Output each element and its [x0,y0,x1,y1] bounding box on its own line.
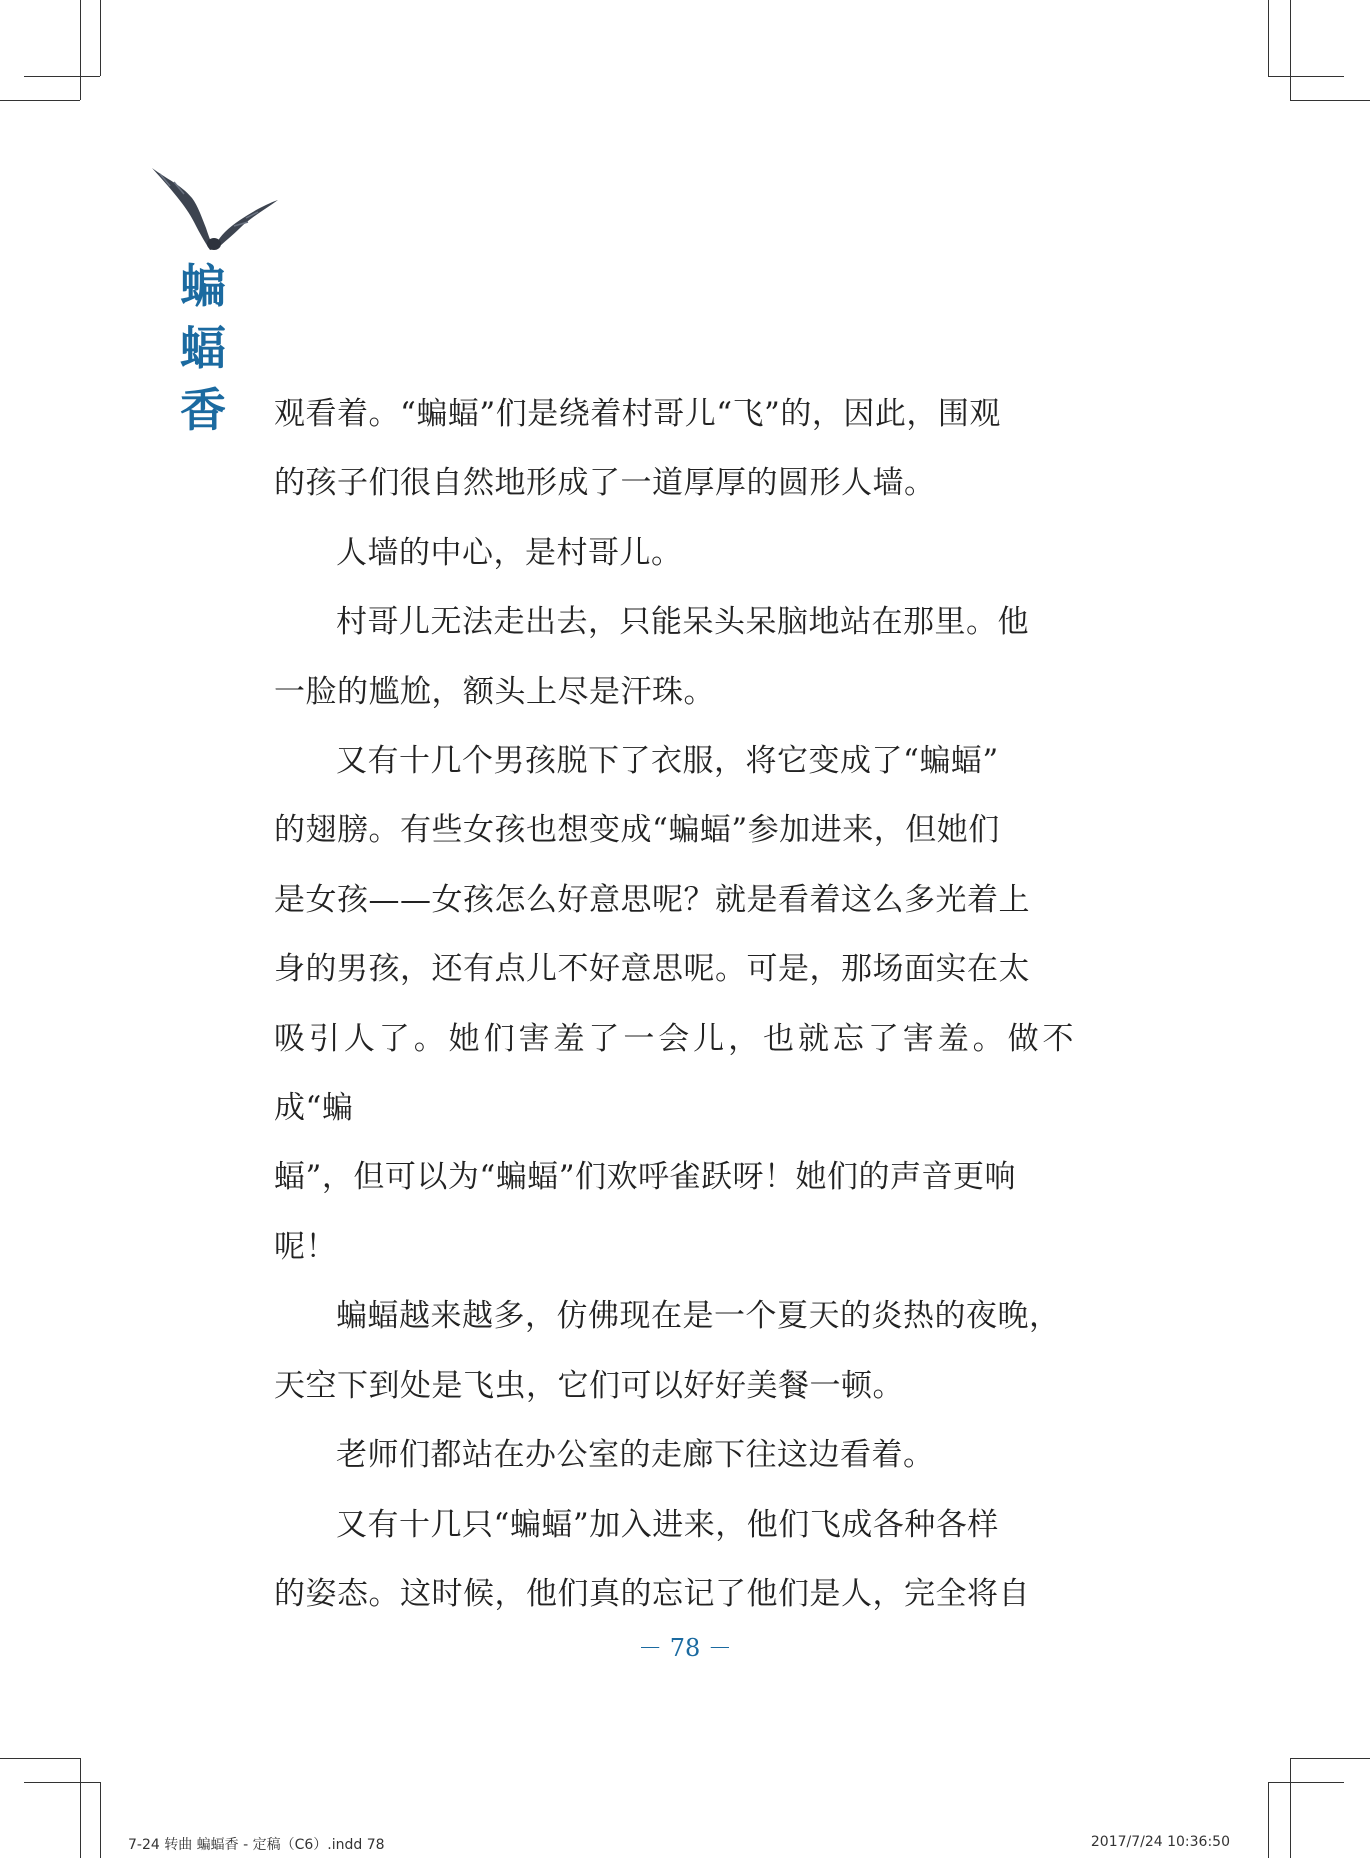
text-line: 人墙的中心，是村哥儿。 [336,534,683,571]
body-text [274,380,1074,1629]
text-line: 呢！ [274,1228,337,1265]
text-line: 是女孩——女孩怎么好意思呢？就是看着这么多光着上 [274,881,1030,918]
crop-mark-top-left-h2 [0,100,80,101]
side-title-char: 蝙 [180,259,226,313]
bat-illustration-icon [150,160,280,255]
crop-mark-bottom-right-v [1290,1758,1291,1858]
text-line: 的姿态。这时候，他们真的忘记了他们是人，完全将自 [274,1575,1030,1612]
text-line: 村哥儿无法走出去，只能呆头呆脑地站在那里。他 [336,604,1029,641]
footer-timestamp: 2017/7/24 10:36:50 [1090,1834,1230,1850]
crop-mark-top-left-v2 [80,0,81,100]
page-number: － 78 － [638,1634,732,1662]
crop-mark-top-left-h [24,76,100,77]
crop-mark-top-right-h [1268,76,1344,77]
text-line: 的孩子们很自然地形成了一道厚厚的圆形人墙。 [274,465,936,502]
crop-mark-top-right-v [1268,0,1269,76]
text-line: 又有十几只“蝙蝠”加入进来，他们飞成各种各样 [336,1506,999,1543]
side-title-char: 香 [180,383,226,437]
text-line: 观看着。“蝙蝠”们是绕着村哥儿“飞”的，因此，围观 [274,396,1001,432]
crop-mark-top-right-v2 [1290,0,1291,100]
text-line: 吸引人了。她们害羞了一会儿，也就忘了害羞。做不成“蝙 [274,1020,1074,1127]
text-line: 蝙蝠越来越多，仿佛现在是一个夏天的炎热的夜晚， [336,1298,1061,1335]
crop-mark-top-left-v [100,0,101,76]
crop-mark-bottom-left-v2 [100,1782,101,1858]
crop-mark-bottom-right-v2 [1268,1782,1269,1858]
side-title-char: 蝠 [180,321,226,375]
footer-file-name: 7-24 转曲 蝙蝠香 - 定稿（C6）.indd 78 [128,1837,385,1853]
text-line: 一脸的尴尬，额头上尽是汗珠。 [274,673,715,710]
crop-mark-top-right-h2 [1290,100,1370,101]
side-title [168,255,238,441]
text-line: 蝠”，但可以为“蝙蝠”们欢呼雀跃呀！她们的声音更响 [274,1159,1017,1196]
crop-mark-bottom-left-h2 [24,1782,100,1783]
crop-mark-bottom-right-h [1290,1758,1370,1759]
text-line: 又有十几个男孩脱下了衣服，将它变成了“蝙蝠” [336,743,999,780]
crop-mark-bottom-left-h [0,1758,80,1759]
text-line: 天空下到处是飞虫，它们可以好好美餐一顿。 [274,1367,904,1404]
crop-mark-bottom-right-h2 [1268,1782,1344,1783]
crop-mark-bottom-left-v [80,1758,81,1858]
text-line: 身的男孩，还有点儿不好意思呢。可是，那场面实在太 [274,951,1030,988]
text-line: 老师们都站在办公室的走廊下往这边看着。 [336,1437,935,1474]
text-line: 的翅膀。有些女孩也想变成“蝙蝠”参加进来，但她们 [274,812,1000,849]
